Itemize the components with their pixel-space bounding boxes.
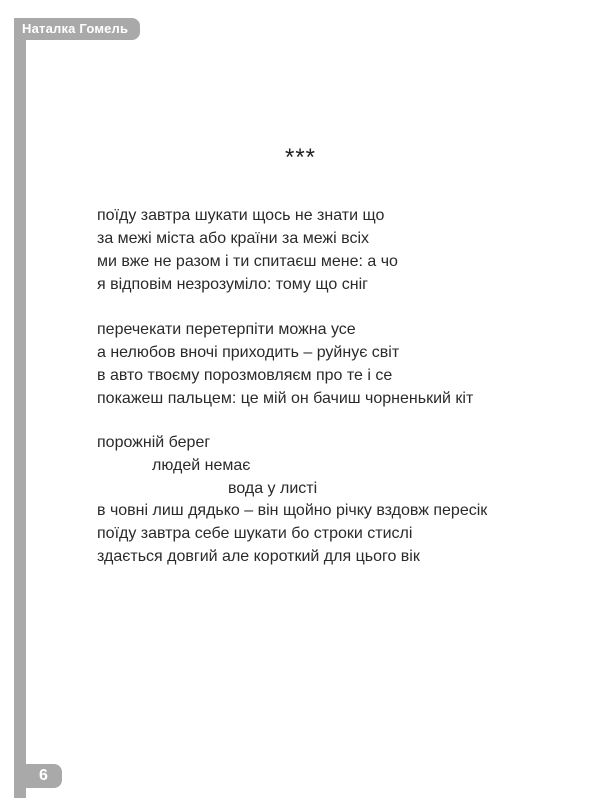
poem-line: поїду завтра шукати щось не знати що — [97, 207, 385, 224]
poem-line: за межі міста або країни за межі всіх — [97, 230, 369, 247]
poem-line: здається довгий але короткий для цього вік — [97, 548, 420, 565]
poem-line: поїду завтра себе шукати бо строки стислі — [97, 525, 413, 542]
poem-line: ми вже не разом і ти спитаєш мене: а чо — [97, 253, 398, 270]
poem-line: покажеш пальцем: це мій он бачиш чорненький кіт — [97, 390, 474, 407]
poem-line: в човні лиш дядько – він щойно річку вздовж пересік — [97, 502, 488, 519]
poem-line: а нелюбов вночі приходить – руйнує світ — [97, 344, 400, 361]
poem-line: порожній берег — [97, 434, 211, 451]
poem-line: вода у листі — [228, 480, 318, 497]
poem-line: я відповім незрозуміло: тому що сніг — [97, 276, 368, 293]
poem-line: в авто твоєму порозмовляєм про те і се — [97, 367, 393, 384]
poem-title: *** — [285, 144, 317, 171]
poem-line: перечекати перетерпіти можна усе — [97, 321, 356, 338]
author-name: Наталка Гомель — [22, 21, 129, 36]
poem-line: людей немає — [152, 457, 251, 474]
page-number: 6 — [39, 767, 48, 784]
